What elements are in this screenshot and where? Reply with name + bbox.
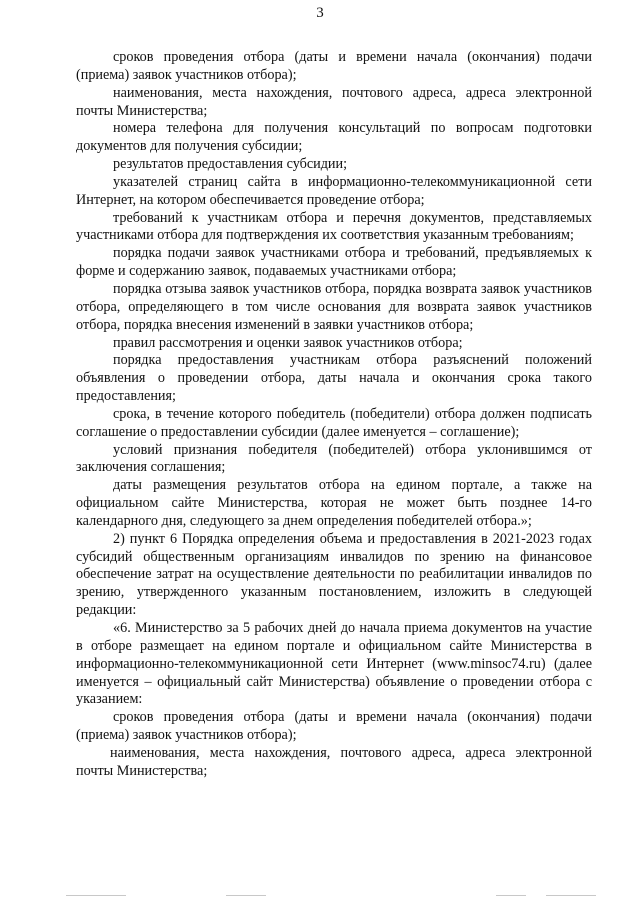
scan-mark: [496, 895, 526, 896]
paragraph: указателей страниц сайта в информационно-телекоммуникационной сети Интернет, на котором обеспечивается проведение отбора;: [76, 173, 592, 208]
paragraph: сроков проведения отбора (даты и времени начала (окончания) подачи (приема) заявок участников отбора);: [76, 709, 592, 744]
paragraph: наименования, места нахождения, почтового адреса, адреса электронной почты Министерства;: [76, 84, 592, 119]
paragraph: срока, в течение которого победитель (победители) отбора должен подписать соглашение о предоставлении субсидии (далее именуется – соглашение);: [76, 405, 592, 440]
paragraph: правил рассмотрения и оценки заявок участников отбора;: [113, 334, 463, 351]
paragraph: порядка подачи заявок участниками отбора и требований, предъявляемых к форме и содержанию заявок, подаваемых участниками отбора;: [76, 245, 592, 280]
scan-footer-marks: [66, 893, 596, 899]
scan-mark: [226, 895, 266, 896]
paragraph: даты размещения результатов отбора на едином портале, а также на официальном сайте Министерства, которая не может быть позднее 14-го календарного дня, следующего за днем определения победителей отбора.»;: [76, 477, 592, 529]
paragraph: 2) пункт 6 Порядка определения объема и предоставления в 2021-2023 годах субсидий общественным организациям инвалидов по зрению на финансовое обеспечение затрат на осуществление деятельности по реабилитации инвалидов по зрению, утвержденного указанным постановлением, изложить в следующей редакции:: [76, 530, 592, 619]
paragraph: результатов предоставления субсидии;: [113, 156, 348, 173]
paragraph: сроков проведения отбора (даты и времени начала (окончания) подачи (приема) заявок участников отбора);: [76, 49, 592, 83]
paragraph: требований к участникам отбора и перечня документов, представляемых участниками отбора для подтверждения их соответствия указанным требованиям;: [76, 209, 592, 244]
scan-mark: [66, 895, 126, 896]
paragraph: наименования, места нахождения, почтового адреса, адреса электронной почты Министерства;: [76, 744, 592, 779]
paragraph: порядка отзыва заявок участников отбора, порядка возврата заявок участников отбора, определяющего в том числе основания для возврата заявок участников отбора, порядка внесения изменений в заявки участников отбора;: [76, 280, 592, 333]
paragraph: порядка предоставления участникам отбора разъяснений положений объявления о проведении отбора, даты начала и окончания срока такого предоставления;: [76, 352, 592, 405]
page-number: 3: [316, 5, 324, 21]
scan-mark: [546, 895, 596, 896]
paragraph: условий признания победителя (победителей) отбора уклонившимся от заключения соглашения;: [76, 441, 592, 476]
document-body: [76, 49, 592, 781]
paragraph: номера телефона для получения консультаций по вопросам подготовки документов для получения субсидии;: [76, 120, 592, 155]
paragraph: «6. Министерство за 5 рабочих дней до начала приема документов на участие в отборе размещает на едином портале и официальном сайте Министерства в информационно-телекоммуникационной сети Интернет (www.minsoc74.ru) (далее именуется – официальный сайт Министерства) объявление о проведении отбора с указанием:: [76, 620, 592, 708]
